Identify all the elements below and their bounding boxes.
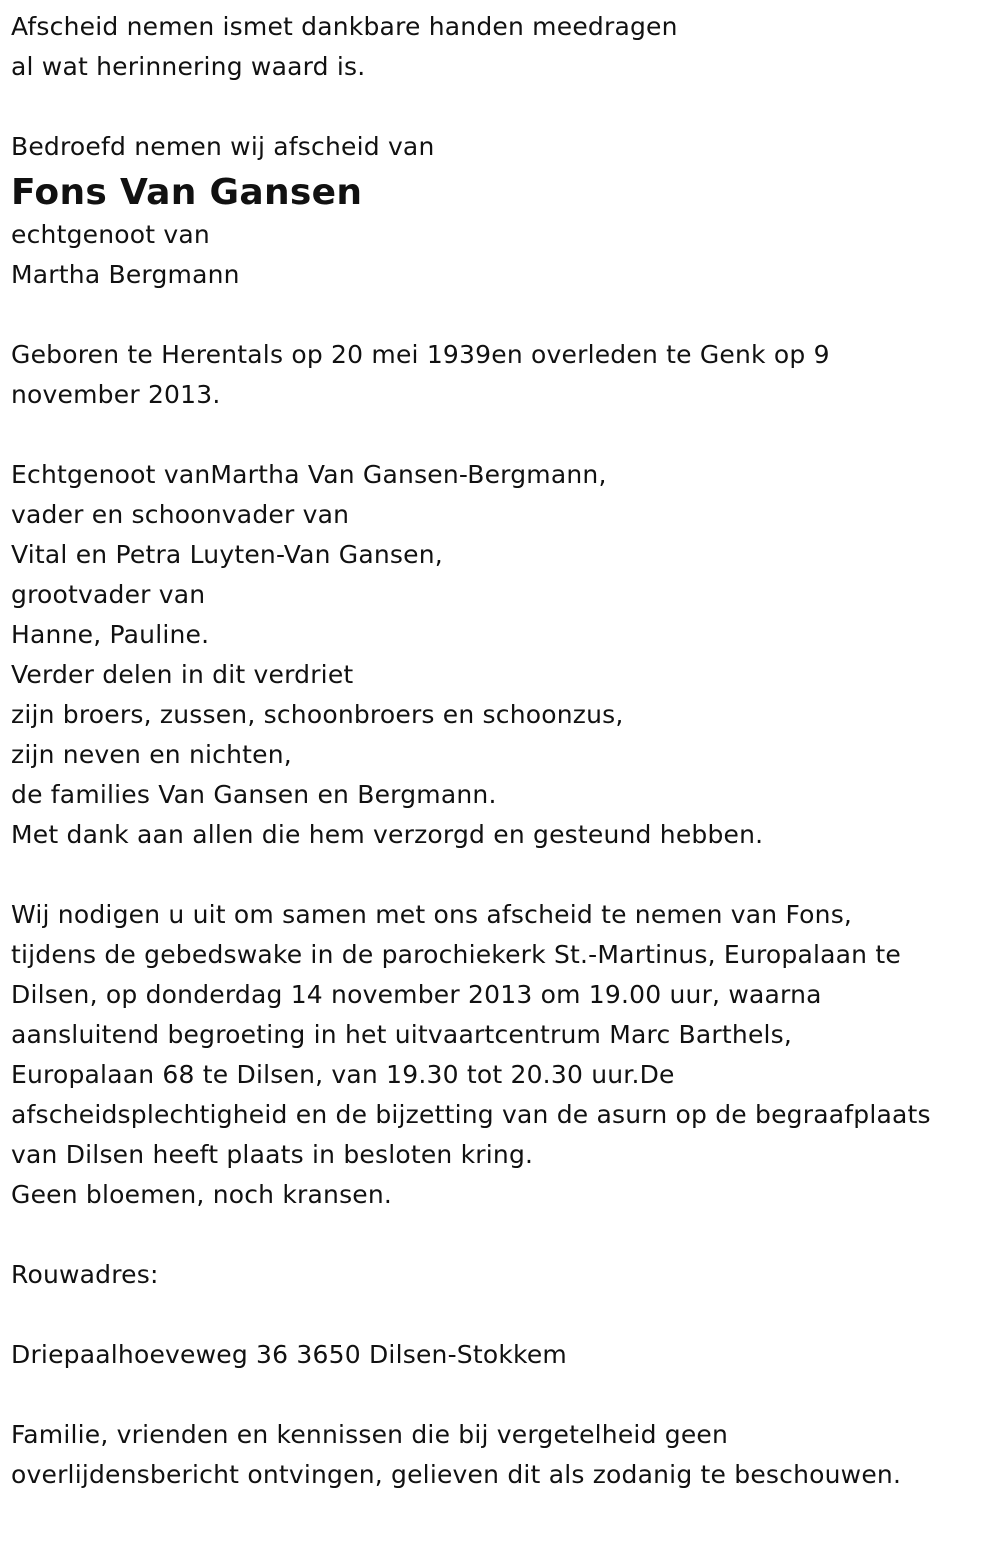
birth-death-line-2: november 2013. [11, 380, 221, 409]
family-line: grootvader van [11, 580, 206, 609]
ceremony-line: van Dilsen heeft plaats in besloten kring. [11, 1140, 534, 1169]
address-text: Driepaalhoeveweg 36 3650 Dilsen-Stokkem [11, 1340, 567, 1369]
spacer [11, 1295, 1000, 1335]
family-line: Vital en Petra Luyten-Van Gansen, [11, 540, 443, 569]
address-label: Rouwadres: [11, 1260, 159, 1289]
spacer [11, 415, 1000, 455]
birth-death-line-1: Geboren te Herentals op 20 mei 1939en overleden te Genk op 9 [11, 340, 830, 369]
ceremony-line: afscheidsplechtigheid en de bijzetting van de asurn op de begraafplaats [11, 1100, 931, 1129]
family-line: de families Van Gansen en Bergmann. [11, 780, 497, 809]
family-line: Hanne, Pauline. [11, 620, 210, 649]
closing-line: Familie, vrienden en kennissen die bij vergetelheid geen [11, 1420, 729, 1449]
obituary-document [0, 7, 1000, 1557]
spouse-name: Martha Bergmann [11, 260, 240, 289]
family-line: zijn broers, zussen, schoonbroers en schoonzus, [11, 700, 624, 729]
deceased-name: Fons Van Gansen [11, 172, 363, 213]
family-line: vader en schoonvader van [11, 500, 350, 529]
ceremony-line: Dilsen, op donderdag 14 november 2013 om 19.00 uur, waarna [11, 980, 822, 1009]
ceremony-line: aansluitend begroeting in het uitvaartcentrum Marc Barthels, [11, 1020, 793, 1049]
ceremony-line: Geen bloemen, noch kransen. [11, 1180, 393, 1209]
ceremony-line: tijdens de gebedswake in de parochiekerk St.-Martinus, Europalaan te [11, 940, 901, 969]
spacer [11, 855, 1000, 895]
family-line: Verder delen in dit verdriet [11, 660, 354, 689]
spacer [11, 1215, 1000, 1255]
motto-line-1: Afscheid nemen ismet dankbare handen meedragen [11, 12, 678, 41]
spacer [11, 1375, 1000, 1415]
relation-text: echtgenoot van [11, 220, 210, 249]
family-line: zijn neven en nichten, [11, 740, 292, 769]
intro-text: Bedroefd nemen wij afscheid van [11, 132, 435, 161]
family-line: Echtgenoot vanMartha Van Gansen-Bergmann, [11, 460, 607, 489]
spacer [11, 87, 1000, 127]
ceremony-line: Wij nodigen u uit om samen met ons afscheid te nemen van Fons, [11, 900, 853, 929]
family-line: Met dank aan allen die hem verzorgd en gesteund hebben. [11, 820, 764, 849]
ceremony-line: Europalaan 68 te Dilsen, van 19.30 tot 20.30 uur.De [11, 1060, 675, 1089]
closing-line: overlijdensbericht ontvingen, gelieven dit als zodanig te beschouwen. [11, 1460, 902, 1489]
spacer [11, 295, 1000, 335]
motto-line-2: al wat herinnering waard is. [11, 52, 366, 81]
